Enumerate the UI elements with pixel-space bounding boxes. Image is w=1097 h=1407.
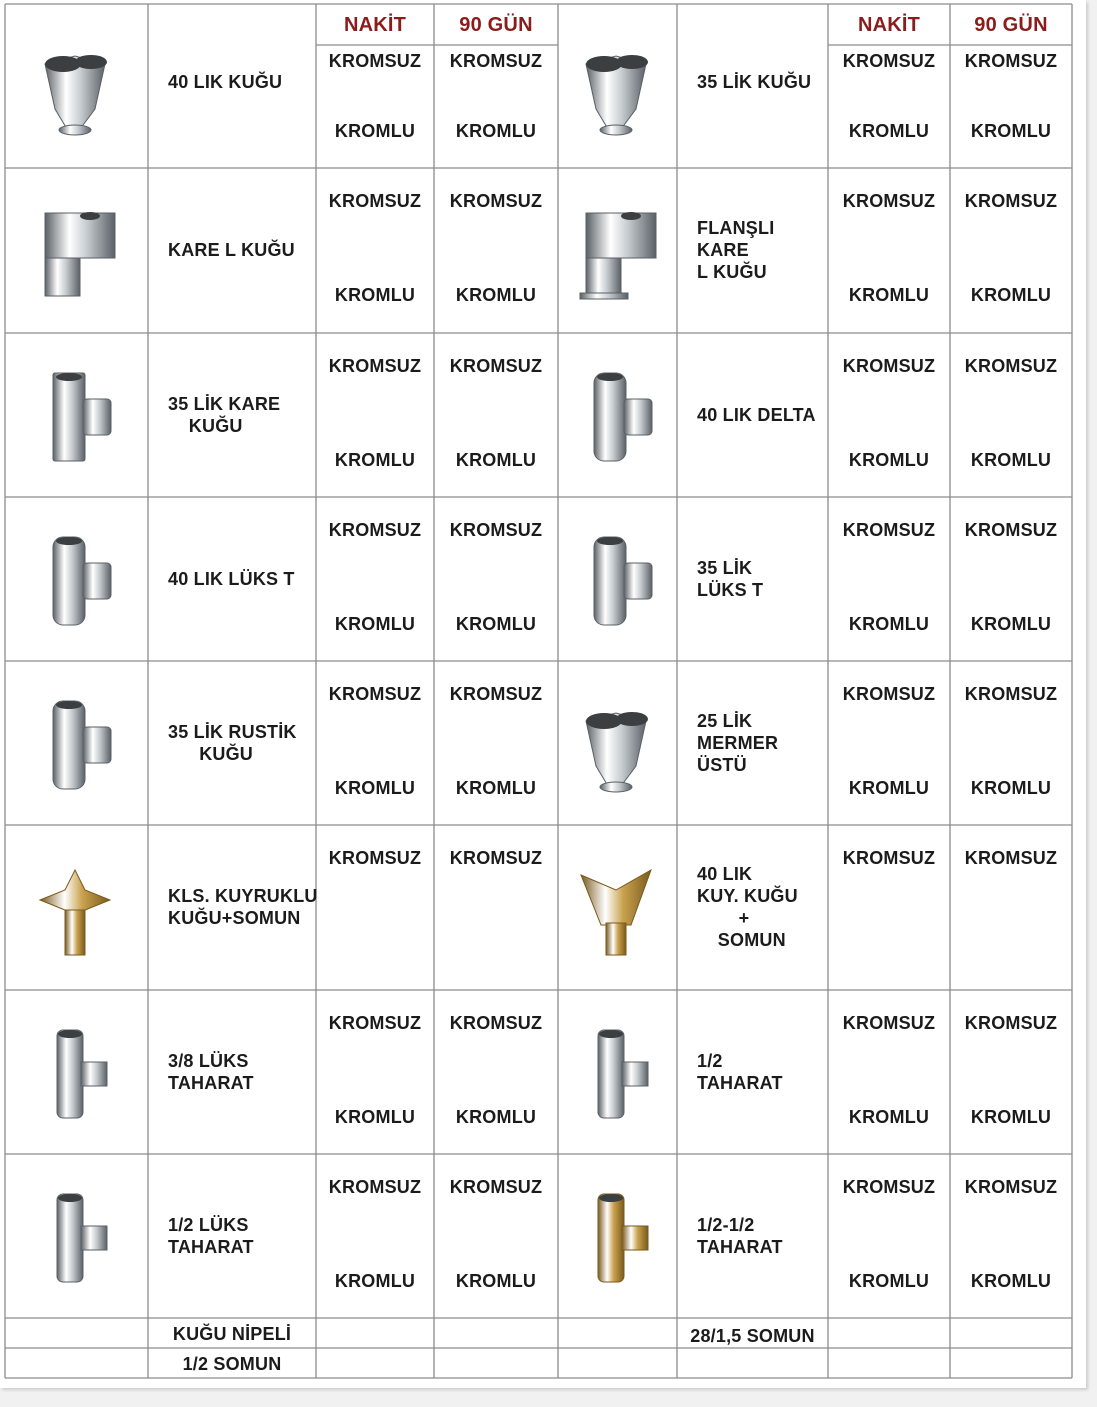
option-unchromed: KROMSUZ: [842, 848, 936, 868]
option-chromed: KROMLU: [455, 450, 537, 470]
option-unchromed: KROMSUZ: [842, 356, 936, 376]
option-chromed: KROMLU: [970, 450, 1052, 470]
option-chromed: KROMLU: [970, 1271, 1052, 1291]
option-unchromed: KROMSUZ: [449, 1013, 543, 1033]
product-name: 40 LIK KUĞU: [168, 72, 283, 92]
option-chromed: KROMLU: [970, 614, 1052, 634]
product-name: 35 LİK RUSTİK KUĞU: [168, 722, 297, 764]
product-name: 1/2 LÜKS TAHARAT: [168, 1215, 254, 1257]
option-chromed: KROMLU: [970, 121, 1052, 141]
option-chromed: KROMLU: [334, 121, 416, 141]
option-unchromed: KROMSUZ: [964, 1013, 1058, 1033]
option-unchromed: KROMSUZ: [328, 191, 422, 211]
option-unchromed: KROMSUZ: [449, 684, 543, 704]
option-chromed: KROMLU: [455, 778, 537, 798]
bidet-valve-long-chrome-icon: [35, 1184, 119, 1293]
option-unchromed: KROMSUZ: [842, 191, 936, 211]
option-chromed: KROMLU: [334, 1107, 416, 1127]
bidet-valve-chrome-icon: [576, 1020, 660, 1129]
option-chromed: KROMLU: [848, 1271, 930, 1291]
option-chromed: KROMLU: [334, 450, 416, 470]
y-fitting-flanged-chrome-icon: [576, 691, 660, 800]
option-unchromed: KROMSUZ: [842, 51, 936, 71]
product-name: 40 LIK LÜKS T: [168, 569, 295, 589]
option-chromed: KROMLU: [848, 285, 930, 305]
option-chromed: KROMLU: [455, 285, 537, 305]
lux-tee-chrome-icon: [35, 527, 119, 636]
option-unchromed: KROMSUZ: [328, 51, 422, 71]
option-unchromed: KROMSUZ: [964, 191, 1058, 211]
option-unchromed: KROMSUZ: [964, 51, 1058, 71]
option-unchromed: KROMSUZ: [842, 520, 936, 540]
y-fitting-chrome-icon: [576, 34, 660, 143]
option-unchromed: KROMSUZ: [449, 1177, 543, 1197]
option-unchromed: KROMSUZ: [328, 356, 422, 376]
option-unchromed: KROMSUZ: [964, 848, 1058, 868]
product-name: 40 LIK DELTA: [697, 405, 816, 425]
option-unchromed: KROMSUZ: [964, 1177, 1058, 1197]
option-chromed: KROMLU: [970, 285, 1052, 305]
header-cash: NAKİT: [857, 14, 921, 36]
option-unchromed: KROMSUZ: [328, 684, 422, 704]
product-name: KARE L KUĞU: [168, 240, 295, 260]
extra-item: KUĞU NİPELİ: [172, 1324, 292, 1344]
option-chromed: KROMLU: [848, 450, 930, 470]
header-ninety-days: 90 GÜN: [974, 14, 1048, 36]
option-unchromed: KROMSUZ: [328, 520, 422, 540]
option-unchromed: KROMSUZ: [449, 191, 543, 211]
option-chromed: KROMLU: [455, 121, 537, 141]
option-chromed: KROMLU: [455, 1107, 537, 1127]
product-name: 1/2 TAHARAT: [697, 1051, 783, 1093]
product-name: FLANŞLI KARE L KUĞU: [697, 218, 775, 282]
option-unchromed: KROMSUZ: [449, 848, 543, 868]
option-unchromed: KROMSUZ: [328, 1177, 422, 1197]
option-chromed: KROMLU: [455, 1271, 537, 1291]
header-ninety-days: 90 GÜN: [459, 14, 533, 36]
bidet-valve-brass-icon: [576, 1184, 660, 1293]
product-name: 40 LIK KUY. KUĞU + SOMUN: [697, 864, 798, 950]
product-name: 25 LİK MERMER ÜSTÜ: [697, 711, 779, 775]
option-unchromed: KROMSUZ: [842, 1013, 936, 1033]
option-chromed: KROMLU: [970, 1107, 1052, 1127]
option-chromed: KROMLU: [848, 614, 930, 634]
bidet-valve-chrome-icon: [35, 1020, 119, 1129]
option-unchromed: KROMSUZ: [964, 520, 1058, 540]
product-name: 3/8 LÜKS TAHARAT: [168, 1051, 254, 1093]
product-name: 35 LİK KARE KUĞU: [168, 394, 281, 436]
option-unchromed: KROMSUZ: [328, 848, 422, 868]
option-unchromed: KROMSUZ: [449, 520, 543, 540]
brass-tailed-fitting-icon: [35, 855, 119, 964]
product-name: KLS. KUYRUKLU KUĞU+SOMUN: [168, 886, 318, 928]
option-chromed: KROMLU: [848, 778, 930, 798]
square-tee-chrome-icon: [35, 363, 119, 472]
option-chromed: KROMLU: [455, 614, 537, 634]
extra-item: 28/1,5 SOMUN: [690, 1326, 815, 1346]
option-unchromed: KROMSUZ: [964, 684, 1058, 704]
option-chromed: KROMLU: [334, 778, 416, 798]
extra-item: 1/2 SOMUN: [182, 1354, 282, 1374]
product-name: 35 LİK KUĞU: [697, 72, 812, 92]
option-chromed: KROMLU: [334, 614, 416, 634]
option-unchromed: KROMSUZ: [842, 1177, 936, 1197]
option-chromed: KROMLU: [848, 121, 930, 141]
option-unchromed: KROMSUZ: [842, 684, 936, 704]
option-chromed: KROMLU: [970, 778, 1052, 798]
rustic-tee-chrome-icon: [35, 691, 119, 800]
option-unchromed: KROMSUZ: [328, 1013, 422, 1033]
y-fitting-chrome-icon: [35, 34, 119, 143]
option-unchromed: KROMSUZ: [964, 356, 1058, 376]
product-name: 35 LİK LÜKS T: [697, 558, 764, 600]
square-elbow-chrome-icon: [35, 198, 119, 307]
option-chromed: KROMLU: [334, 285, 416, 305]
lux-tee-chrome-icon: [576, 527, 660, 636]
option-chromed: KROMLU: [848, 1107, 930, 1127]
flanged-square-elbow-chrome-icon: [576, 198, 660, 307]
brass-y-fitting-icon: [576, 855, 660, 964]
option-unchromed: KROMSUZ: [449, 356, 543, 376]
option-chromed: KROMLU: [334, 1271, 416, 1291]
option-unchromed: KROMSUZ: [449, 51, 543, 71]
header-cash: NAKİT: [343, 14, 407, 36]
delta-fitting-chrome-icon: [576, 363, 660, 472]
product-name: 1/2-1/2 TAHARAT: [697, 1215, 783, 1257]
